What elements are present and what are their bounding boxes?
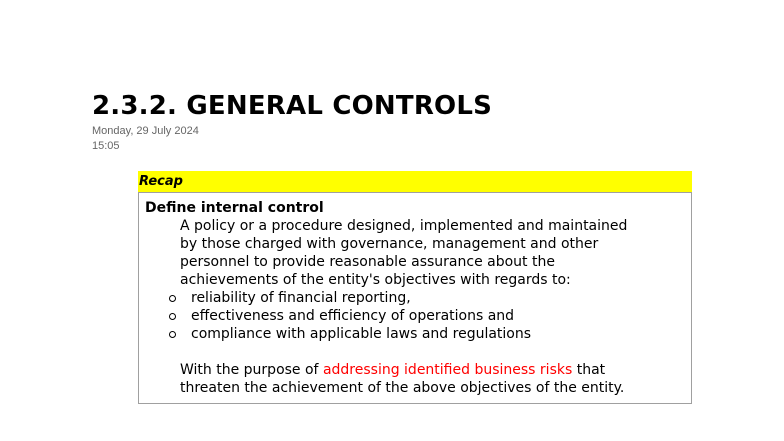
purpose-before: With the purpose of bbox=[180, 362, 323, 378]
purpose-after: that bbox=[572, 362, 606, 378]
recap-header: Recap bbox=[138, 171, 692, 192]
list-item-text: compliance with applicable laws and regulations bbox=[191, 326, 532, 342]
highlighted-phrase: addressing identified business risks bbox=[322, 362, 573, 378]
list-item bbox=[145, 307, 691, 325]
page-time: 15:05 bbox=[92, 140, 120, 152]
list-item-text: effectiveness and efficiency of operations and bbox=[191, 308, 515, 324]
list-item bbox=[145, 289, 691, 307]
circle-bullet-icon bbox=[169, 295, 176, 302]
circle-bullet-icon bbox=[169, 313, 176, 320]
definition-line: achievements of the entity's objectives with regards to: bbox=[180, 272, 571, 288]
definition-line: personnel to provide reasonable assurance about the bbox=[180, 254, 555, 270]
purpose-line-2: threaten the achievement of the above objectives of the entity. bbox=[180, 380, 625, 396]
definition-heading: Define internal control bbox=[145, 200, 324, 216]
objectives-list bbox=[145, 289, 691, 343]
page-date: Monday, 29 July 2024 bbox=[92, 125, 199, 137]
definition-line: A policy or a procedure designed, implemented and maintained bbox=[180, 218, 628, 234]
definition-text bbox=[180, 217, 691, 289]
purpose-text bbox=[180, 361, 691, 397]
circle-bullet-icon bbox=[169, 331, 176, 338]
page-title: 2.3.2. GENERAL CONTROLS bbox=[92, 91, 493, 121]
recap-box bbox=[138, 192, 692, 404]
list-item bbox=[145, 325, 691, 343]
list-item-text: reliability of financial reporting, bbox=[191, 290, 411, 306]
definition-line: by those charged with governance, management and other bbox=[180, 236, 599, 252]
